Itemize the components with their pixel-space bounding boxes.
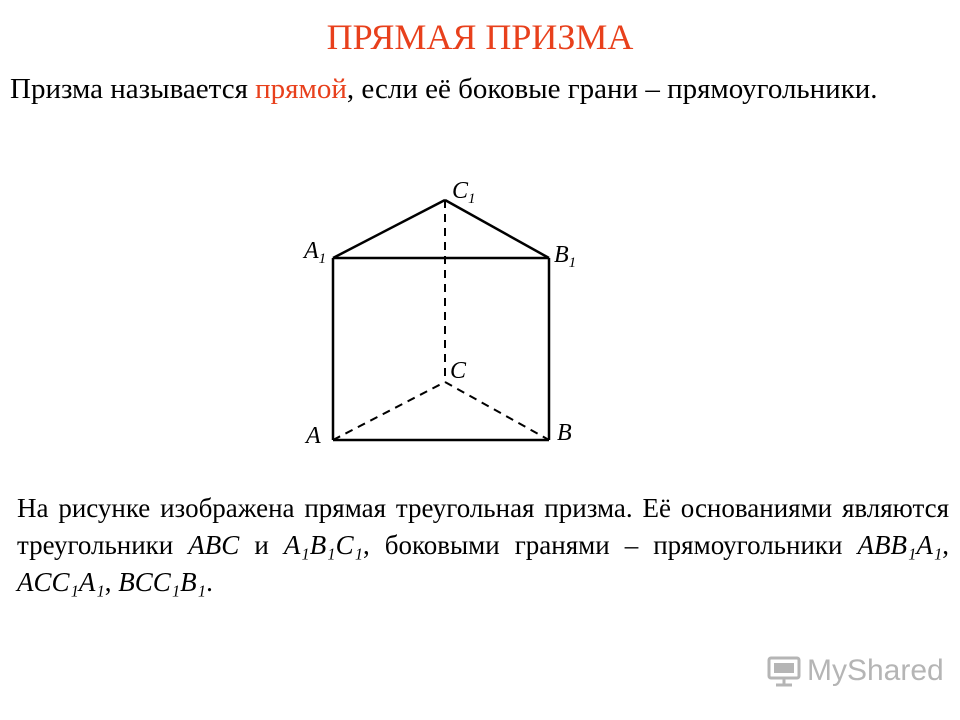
myshared-logo xyxy=(767,654,944,688)
description-sep-2: , xyxy=(104,567,119,597)
label-b: B xyxy=(557,420,572,446)
edge-a-c-hidden xyxy=(333,382,445,440)
description-end: . xyxy=(206,567,213,597)
presentation-board-icon xyxy=(767,655,801,687)
edge-a1-c1 xyxy=(333,200,445,258)
face-bcc1b1: BCC₁B₁ xyxy=(118,567,207,597)
prism-definition xyxy=(10,70,938,108)
edge-c-b-hidden xyxy=(445,382,549,440)
page-title: ПРЯМАЯ ПРИЗМА xyxy=(326,17,634,57)
label-c: C xyxy=(450,358,467,384)
definition-text-before: Призма называется xyxy=(10,73,256,105)
edge-c1-b1 xyxy=(445,200,549,258)
definition-highlight: прямой xyxy=(255,73,347,105)
base-a1b1c1: A₁B₁C₁ xyxy=(283,530,363,560)
definition-text-after: , если её боковые грани – прямоугольники. xyxy=(346,73,878,105)
description-sep-1: , xyxy=(942,530,949,560)
label-a1: $A_1$ xyxy=(304,238,327,267)
prism-figure xyxy=(290,170,600,460)
face-abb1a1: ABB₁A₁ xyxy=(857,530,943,560)
base-abc: ABC xyxy=(188,530,240,560)
face-acc1a1: ACC₁A₁ xyxy=(17,567,105,597)
label-a: A xyxy=(306,423,321,449)
logo-text: MyShared xyxy=(807,654,944,687)
prism-description xyxy=(17,490,949,601)
description-and: и xyxy=(239,530,284,560)
description-mid: , боковыми гранями – прямоугольники xyxy=(362,530,858,560)
description-intro: На рисунке изображена прямая треугольная призма. Её основаниями являются треугольники xyxy=(17,493,949,560)
label-c1: $C_1$ xyxy=(452,178,476,207)
label-b1: $B_1$ xyxy=(554,242,577,271)
